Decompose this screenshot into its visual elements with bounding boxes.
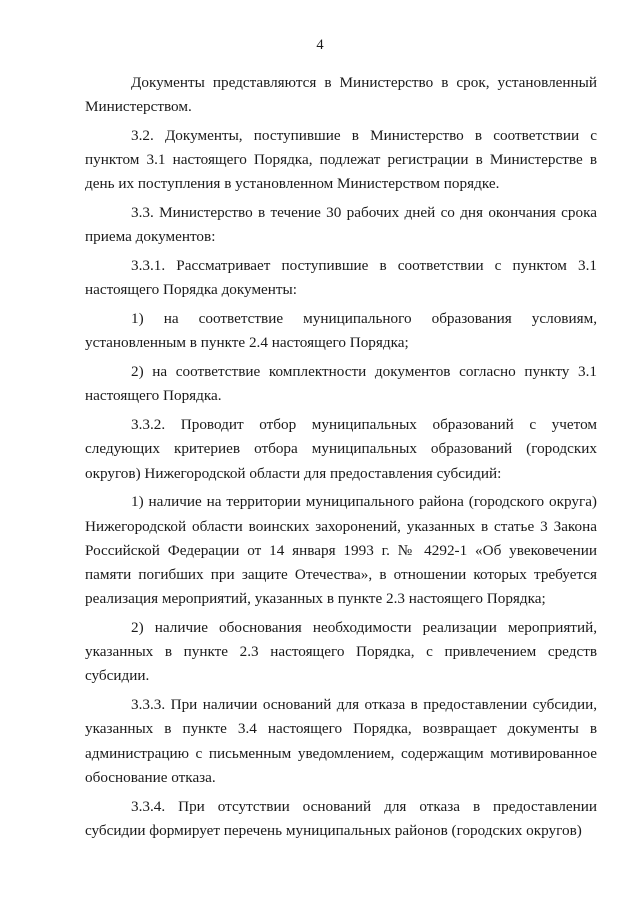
paragraph-submission-deadline: Документы представляются в Министерство в срок, установленный Министерством. <box>85 74 597 116</box>
paragraph-3-3-2: 3.3.2. Проводит отбор муниципальных образований с учетом следующих критериев отбора муниципальных образований (городских округов) Нижегородской области для предоставления субсидий: <box>85 416 597 482</box>
paragraph-3-2: 3.2. Документы, поступившие в Министерство в соответствии с пунктом 3.1 настоящего Порядка, подлежат регистрации в Министерстве в день их поступления в установленном Министерством порядке. <box>85 127 597 193</box>
page-number: 4 <box>316 37 324 53</box>
paragraph-3-3-4: 3.3.4. При отсутствии оснований для отказа в предоставлении субсидии формирует перечень муниципальных районов (городских округов) <box>85 797 597 839</box>
paragraph-3-3-2-item-1: 1) наличие на территории муниципального района (городского округа) Нижегородской области воинских захоронений, указанных в статье 3 Закона Российской Федерации от 14 января 1993 г. № 4292-1 «Об увековечении памяти погибших при защите Отечества», в отношении которых требуется реализация мероприятий, указанных в пункте 2.3 настоящего Порядка; <box>85 493 597 608</box>
paragraph-3-3-3: 3.3.3. При наличии оснований для отказа в предоставлении субсидии, указанных в пункте 3.4 настоящего Порядка, возвращает документы в администрацию с письменным уведомлением, содержащим мотивированное обоснование отказа. <box>85 696 597 786</box>
document-body <box>85 71 597 848</box>
paragraph-3-3-1-item-2: 2) на соответствие комплектности документов согласно пункту 3.1 настоящего Порядка. <box>85 363 597 405</box>
paragraph-3-3: 3.3. Министерство в течение 30 рабочих дней со дня окончания срока приема документов: <box>85 204 597 246</box>
paragraph-3-3-2-item-2: 2) наличие обоснования необходимости реализации мероприятий, указанных в пункте 2.3 настоящего Порядка, с привлечением средств субсидии. <box>85 619 597 685</box>
paragraph-3-3-1: 3.3.1. Рассматривает поступившие в соответствии с пунктом 3.1 настоящего Порядка документы: <box>85 257 597 299</box>
paragraph-3-3-1-item-1: 1) на соответствие муниципального образования условиям, установленным в пункте 2.4 настоящего Порядка; <box>85 310 597 352</box>
